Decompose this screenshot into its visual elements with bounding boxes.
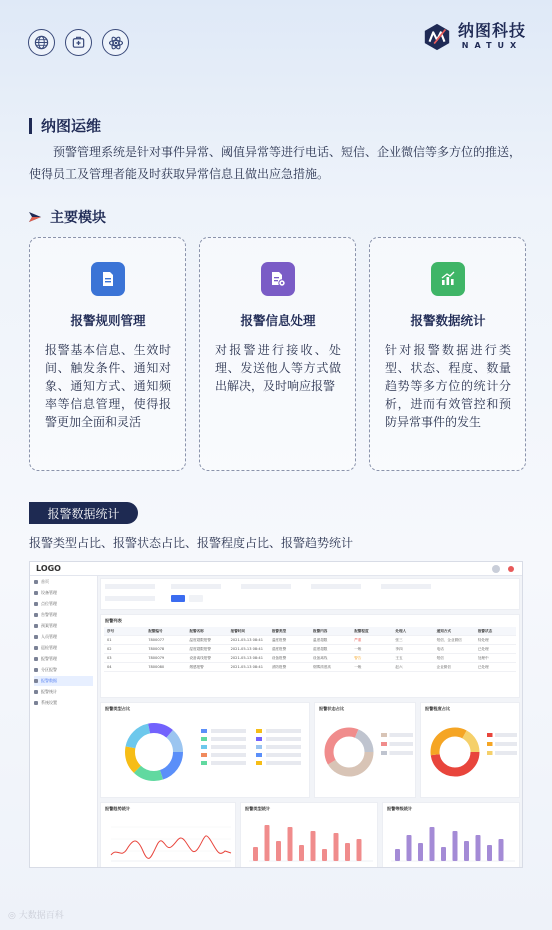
table-row[interactable]	[104, 654, 516, 663]
sidebar-item-label: 人员管理	[41, 634, 57, 639]
dashboard-screenshot	[29, 561, 523, 868]
sidebar-item[interactable]	[34, 610, 93, 620]
alarm-status-panel	[314, 702, 416, 798]
table-cell: 设备离线报警	[189, 655, 211, 660]
module-card-handling	[199, 237, 356, 471]
avatar	[492, 565, 500, 573]
panel-title: 报警类型统计	[245, 806, 271, 811]
table-header-cell: 报警名称	[189, 628, 204, 633]
menu-icon	[34, 701, 38, 705]
bar	[253, 847, 258, 861]
bar	[441, 847, 446, 861]
bar	[299, 845, 304, 861]
card-description: 报警基本信息、生效时间、触发条件、通知对象、通知方式、通知频率等信息管理，使得报警更加全面和灵活	[45, 343, 171, 429]
menu-icon	[34, 591, 38, 595]
sidebar-item-label: 巡检管理	[41, 645, 57, 650]
table-cell: 烟雾浓度高	[313, 664, 331, 669]
section-title: 纳图运维	[41, 117, 102, 135]
table-cell: 温度超限	[313, 637, 328, 642]
alarm-type-stat-panel	[240, 802, 378, 868]
sidebar-item-label: 分区报警	[41, 667, 57, 672]
sidebar-item-label: 报警统计	[41, 689, 57, 694]
table-cell: 02	[107, 647, 112, 651]
filter-panel	[100, 578, 520, 610]
arrow-icon	[28, 211, 42, 223]
alarm-table	[104, 627, 516, 672]
menu-icon	[34, 657, 38, 661]
table-header-cell: 序号	[107, 628, 115, 633]
bar	[430, 827, 435, 861]
table-title: 报警列表	[105, 618, 122, 623]
menu-icon	[34, 624, 38, 628]
alarm-table-panel	[100, 614, 520, 698]
menu-icon	[34, 602, 38, 606]
sidebar-item-label: 设备管理	[41, 590, 57, 595]
document-gear-icon	[261, 262, 295, 296]
sidebar-item[interactable]	[34, 577, 93, 587]
atom-icon	[102, 29, 129, 56]
bar	[334, 833, 339, 861]
alarm-trend-panel	[100, 802, 236, 868]
table-cell: 企业微信	[436, 664, 451, 669]
menu-icon	[34, 646, 38, 650]
table-row[interactable]	[104, 645, 516, 654]
sidebar-item[interactable]	[34, 599, 93, 609]
sidebar-item-label: 点位管理	[41, 601, 57, 606]
bar	[487, 845, 492, 861]
table-cell: 2021-05-13 08:41	[230, 656, 263, 660]
table-cell: 7800079	[148, 656, 165, 660]
dashboard-main	[100, 578, 520, 865]
bar	[453, 831, 458, 861]
table-cell: 7800077	[148, 638, 165, 642]
table-header-cell: 报警状态	[477, 628, 493, 633]
table-cell: 电话	[436, 646, 444, 651]
globe-icon	[28, 29, 55, 56]
table-cell: 赵六	[395, 664, 403, 669]
panel-title: 报警趋势统计	[105, 806, 131, 811]
module-card-rules	[29, 237, 186, 471]
table-cell: 一般	[354, 646, 362, 651]
alarm-level-panel	[420, 702, 520, 798]
menu-icon	[34, 580, 38, 584]
card-description: 针对报警数据进行类型、状态、程度、数量趋势等多方位的统计分析，进而有效管控和预防异常事件的发生	[385, 343, 511, 429]
dashboard-topbar	[30, 562, 522, 576]
reset-button[interactable]	[189, 595, 203, 602]
sidebar-item-label: 告警管理	[41, 612, 57, 617]
modules-title: 主要模块	[50, 210, 106, 226]
dashboard-sidebar	[30, 576, 98, 868]
modules-heading	[28, 207, 106, 227]
sidebar-item[interactable]	[34, 588, 93, 598]
dashboard-logo: LOGO	[36, 564, 61, 573]
table-cell: 消防报警	[271, 664, 287, 669]
table-cell: 温度超限报警	[189, 637, 211, 642]
sidebar-item[interactable]	[34, 698, 93, 708]
alarm-level-bar-chart	[387, 817, 517, 865]
table-cell: 7800078	[148, 647, 165, 651]
sidebar-item-label: 预案管理	[41, 623, 57, 628]
table-cell: 已处理	[477, 664, 489, 669]
sidebar-item[interactable]	[34, 654, 93, 664]
table-cell: 一般	[354, 664, 362, 669]
bar	[418, 843, 423, 861]
panel-title: 报警等级统计	[387, 806, 413, 811]
alarm-type-bar-chart	[245, 817, 375, 865]
sidebar-item[interactable]	[34, 643, 93, 653]
alarm-type-panel	[100, 702, 310, 798]
logo-mark-icon	[422, 22, 452, 52]
card-description: 对报警进行接收、处理、发送他人等方式做出解决，及时响应报警	[215, 343, 341, 393]
table-cell: 处理中	[477, 655, 489, 660]
bar	[357, 839, 362, 861]
sidebar-item[interactable]	[34, 676, 93, 686]
alarm-status-donut	[319, 717, 379, 787]
sidebar-item[interactable]	[34, 632, 93, 642]
shield-plus-icon	[65, 29, 92, 56]
menu-icon	[34, 613, 38, 617]
table-cell: 已处理	[477, 646, 489, 651]
sidebar-item-label: 系统设置	[41, 700, 57, 705]
table-cell: 烟感报警	[189, 664, 204, 669]
alarm-level-donut	[425, 717, 485, 787]
table-cell: 2021-05-13 08:41	[230, 665, 263, 669]
module-card-stats	[369, 237, 526, 471]
top-icon-group	[28, 29, 129, 56]
notification-icon	[508, 566, 514, 572]
bar	[395, 849, 400, 861]
table-cell: 严重	[354, 637, 362, 642]
table-row[interactable]	[104, 663, 516, 672]
table-cell: 01	[107, 638, 112, 642]
section-heading	[29, 115, 101, 136]
table-cell: 警告	[354, 655, 362, 660]
table-cell: 2021-05-13 08:41	[230, 638, 263, 642]
stats-pill: 报警数据统计	[29, 502, 138, 524]
card-title: 报警信息处理	[240, 313, 316, 328]
bar	[345, 843, 350, 861]
heading-accent-bar	[29, 118, 32, 134]
table-header-cell: 报警程度	[354, 628, 369, 633]
bar	[322, 849, 327, 861]
table-header-cell: 报警时间	[230, 628, 245, 633]
table-cell: 短信	[436, 655, 444, 660]
table-cell: 温度报警	[271, 637, 287, 642]
sidebar-item-label: 报警管理	[41, 656, 57, 661]
bar	[311, 831, 316, 861]
menu-icon	[34, 668, 38, 672]
panel-title: 报警程度占比	[425, 706, 451, 711]
table-cell: 湿度超限	[313, 646, 328, 651]
sidebar-item-label: 报警数据	[41, 678, 57, 683]
stats-subtitle: 报警类型占比、报警状态占比、报警程度占比、报警趋势统计	[29, 536, 354, 550]
bar	[464, 841, 469, 861]
menu-icon	[34, 679, 38, 683]
alarm-level-stat-panel	[382, 802, 520, 868]
table-header-cell: 报警内容	[313, 628, 328, 633]
table-cell: 湿度报警	[271, 646, 287, 651]
table-header-cell: 报警类型	[271, 628, 287, 633]
panel-title: 报警类型占比	[105, 706, 131, 711]
table-header-cell: 报警编号	[148, 628, 163, 633]
sidebar-item[interactable]	[34, 687, 93, 697]
brand-logo	[422, 22, 526, 52]
menu-icon	[34, 635, 38, 639]
table-header-cell: 处理人	[395, 628, 407, 633]
table-cell: 设备离线	[313, 655, 328, 660]
intro-paragraph: 预警管理系统是针对事件异常、阈值异常等进行电话、短信、企业微信等多方位的推送，使得员工及管理者能及时获取异常信息且做出应急措施。	[29, 145, 522, 181]
table-header-cell: 通知方式	[436, 628, 451, 633]
card-title: 报警规则管理	[70, 313, 146, 328]
table-cell: 7800080	[148, 665, 165, 669]
table-cell: 湿度超限报警	[189, 646, 211, 651]
table-cell: 04	[107, 665, 112, 669]
logo-chinese-name: 纳图科技	[457, 21, 526, 40]
sidebar-item-label: 首页	[41, 579, 49, 584]
alarm-type-donut	[119, 717, 189, 787]
bar	[288, 827, 293, 861]
chart-icon	[431, 262, 465, 296]
sidebar-item[interactable]	[34, 665, 93, 675]
table-cell: 03	[107, 656, 112, 660]
table-cell: 王五	[395, 655, 403, 660]
bar	[265, 825, 270, 861]
table-cell: 张三	[395, 637, 403, 642]
table-header-row	[104, 627, 516, 636]
card-title: 报警数据统计	[410, 313, 486, 328]
menu-icon	[34, 690, 38, 694]
table-row[interactable]	[104, 636, 516, 645]
table-cell: 李四	[395, 646, 403, 651]
logo-english-name: NATUX	[461, 41, 523, 50]
table-cell: 2021-05-13 08:41	[230, 647, 263, 651]
table-cell: 短信、企业微信	[436, 637, 462, 642]
watermark: ◎ 大数据百科	[8, 911, 64, 921]
bar	[499, 839, 504, 861]
panel-title: 报警状态占比	[319, 706, 345, 711]
bar	[476, 835, 481, 861]
table-cell: 设备报警	[271, 655, 287, 660]
search-button[interactable]	[171, 595, 185, 602]
alarm-trend-line	[105, 817, 233, 865]
table-cell: 待处理	[477, 637, 489, 642]
file-icon	[91, 262, 125, 296]
bar	[407, 835, 412, 861]
module-cards	[29, 237, 526, 471]
bar	[276, 841, 281, 861]
sidebar-item[interactable]	[34, 621, 93, 631]
